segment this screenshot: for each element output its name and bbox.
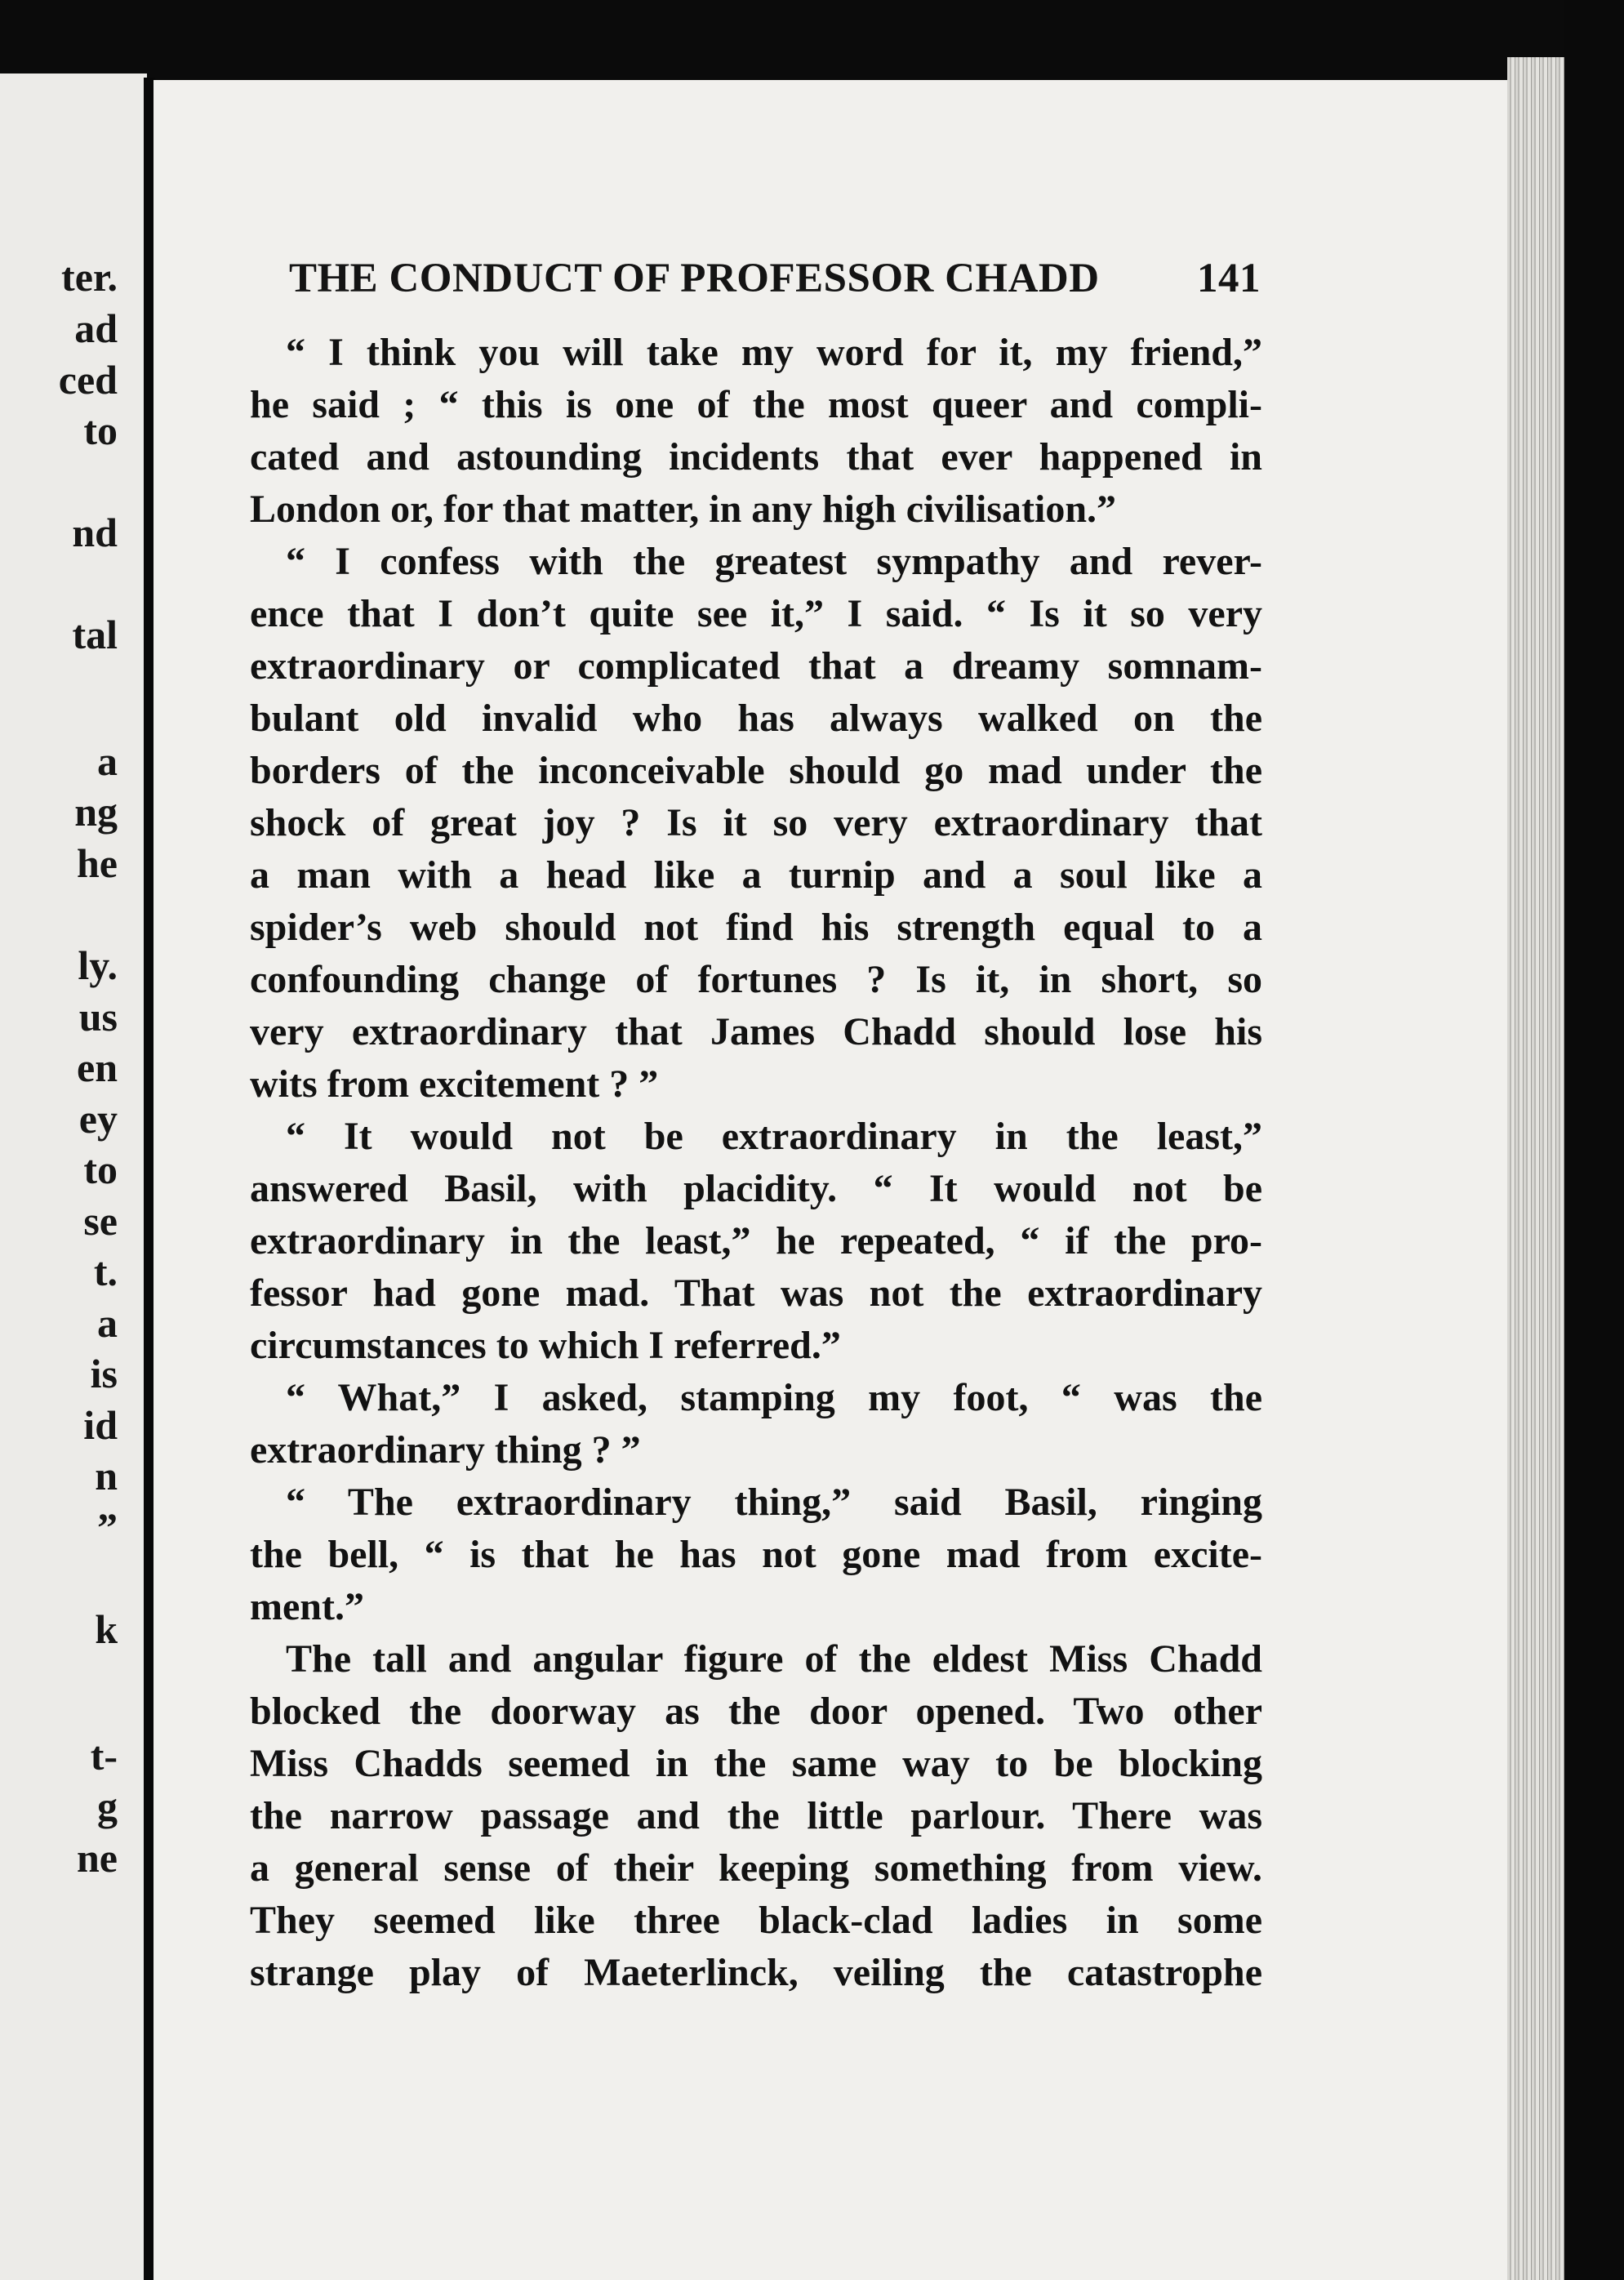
facing-page-fragment: t. — [93, 1249, 118, 1294]
text-line: wits from excitement ? ” — [250, 1062, 659, 1106]
text-line: extraordinary or complicated that a dreamy somnam- — [250, 644, 1262, 688]
text-line: “ The extraordinary thing,” said Basil, ringing — [286, 1481, 1262, 1524]
text-line: ment.” — [250, 1585, 364, 1628]
paragraph — [250, 1111, 1262, 1372]
text-line: answered Basil, with placidity. “ It would not be — [250, 1167, 1262, 1210]
text-line: “ I think you will take my word for it, my friend,” — [286, 331, 1262, 374]
text-line: “ It would not be extraordinary in the least,” — [286, 1115, 1262, 1158]
scan-right-border — [1564, 0, 1624, 2280]
page-number: 141 — [1197, 256, 1261, 301]
body-text — [250, 327, 1262, 1999]
facing-page-fragment: ng — [74, 789, 118, 835]
paragraph — [250, 327, 1262, 536]
facing-page-fragment: t- — [90, 1733, 118, 1779]
facing-page-fragment: g — [97, 1783, 118, 1829]
facing-page-fragment: ey — [78, 1096, 118, 1142]
facing-page-fragment: us — [78, 994, 118, 1040]
facing-page-fragment: a — [97, 738, 118, 784]
paragraph — [250, 1372, 1262, 1476]
text-line: the bell, “ is that he has not gone mad from excite- — [250, 1533, 1262, 1576]
facing-page-fragment: a — [97, 1300, 118, 1346]
facing-page-left — [0, 73, 147, 2280]
text-line: ence that I don’t quite see it,” I said. “ Is it so very — [250, 592, 1262, 635]
facing-page-fragment: id — [83, 1402, 118, 1448]
text-line: a man with a head like a turnip and a soul like a — [250, 853, 1262, 897]
text-line: blocked the doorway as the door opened. Two other — [250, 1690, 1262, 1733]
text-line: bulant old invalid who has always walked on the — [250, 697, 1262, 740]
facing-page-fragment: to — [83, 407, 118, 453]
facing-page-fragment: nd — [72, 510, 118, 555]
text-line: extraordinary thing ? ” — [250, 1428, 641, 1472]
text-line: “ I confess with the greatest sympathy and rever- — [286, 540, 1262, 583]
facing-page-fragment: k — [95, 1606, 118, 1652]
text-line: London or, for that matter, in any high civilisation.” — [250, 488, 1117, 531]
text-line: cated and astounding incidents that ever happened in — [250, 435, 1262, 479]
text-line: shock of great joy ? Is it so very extraordinary that — [250, 801, 1262, 844]
facing-page-fragment: to — [83, 1147, 118, 1192]
facing-page-fragment: en — [77, 1044, 118, 1090]
paragraph — [250, 1633, 1262, 1999]
facing-page-fragment: he — [77, 840, 118, 886]
text-line: Miss Chadds seemed in the same way to be blocking — [250, 1742, 1262, 1785]
text-line: he said ; “ this is one of the most queer and compli- — [250, 383, 1262, 426]
text-line: fessor had gone mad. That was not the extraordinary — [250, 1271, 1262, 1315]
text-line: extraordinary in the least,” he repeated, “ if the pro- — [250, 1219, 1262, 1262]
text-line: very extraordinary that James Chadd should lose his — [250, 1010, 1262, 1053]
text-line: “ What,” I asked, stamping my foot, “ was the — [286, 1376, 1262, 1419]
text-line: spider’s web should not find his strength equal to a — [250, 906, 1262, 949]
text-line: a general sense of their keeping something from view. — [250, 1846, 1262, 1890]
page-stack-edge — [1507, 57, 1564, 2280]
scan-top-border — [0, 0, 1624, 90]
text-line: borders of the inconceivable should go mad under the — [250, 749, 1262, 792]
facing-page-fragment: ne — [77, 1835, 118, 1881]
text-line: strange play of Maeterlinck, veiling the catastrophe — [250, 1951, 1262, 1994]
facing-page-fragment: is — [90, 1351, 118, 1396]
facing-page-fragment: ced — [58, 357, 118, 403]
text-line: They seemed like three black-clad ladies in some — [250, 1899, 1262, 1942]
facing-page-fragment: ly. — [78, 942, 118, 988]
paragraph — [250, 536, 1262, 1111]
facing-page-fragment: n — [95, 1453, 118, 1498]
chapter-title: THE CONDUCT OF PROFESSOR CHADD — [289, 256, 1100, 301]
running-head — [289, 255, 1261, 302]
facing-page-fragment: ad — [74, 305, 118, 351]
text-line: circumstances to which I referred.” — [250, 1324, 841, 1367]
text-line: confounding change of fortunes ? Is it, in short, so — [250, 958, 1262, 1001]
facing-page-fragment: se — [83, 1198, 118, 1244]
facing-page-fragment: ter. — [61, 254, 118, 300]
paragraph — [250, 1476, 1262, 1633]
text-line: the narrow passage and the little parlour. There was — [250, 1794, 1262, 1837]
facing-page-fragment: tal — [72, 612, 118, 657]
facing-page-fragment: ” — [97, 1504, 118, 1550]
text-line: The tall and angular figure of the eldest Miss Chadd — [286, 1637, 1262, 1681]
